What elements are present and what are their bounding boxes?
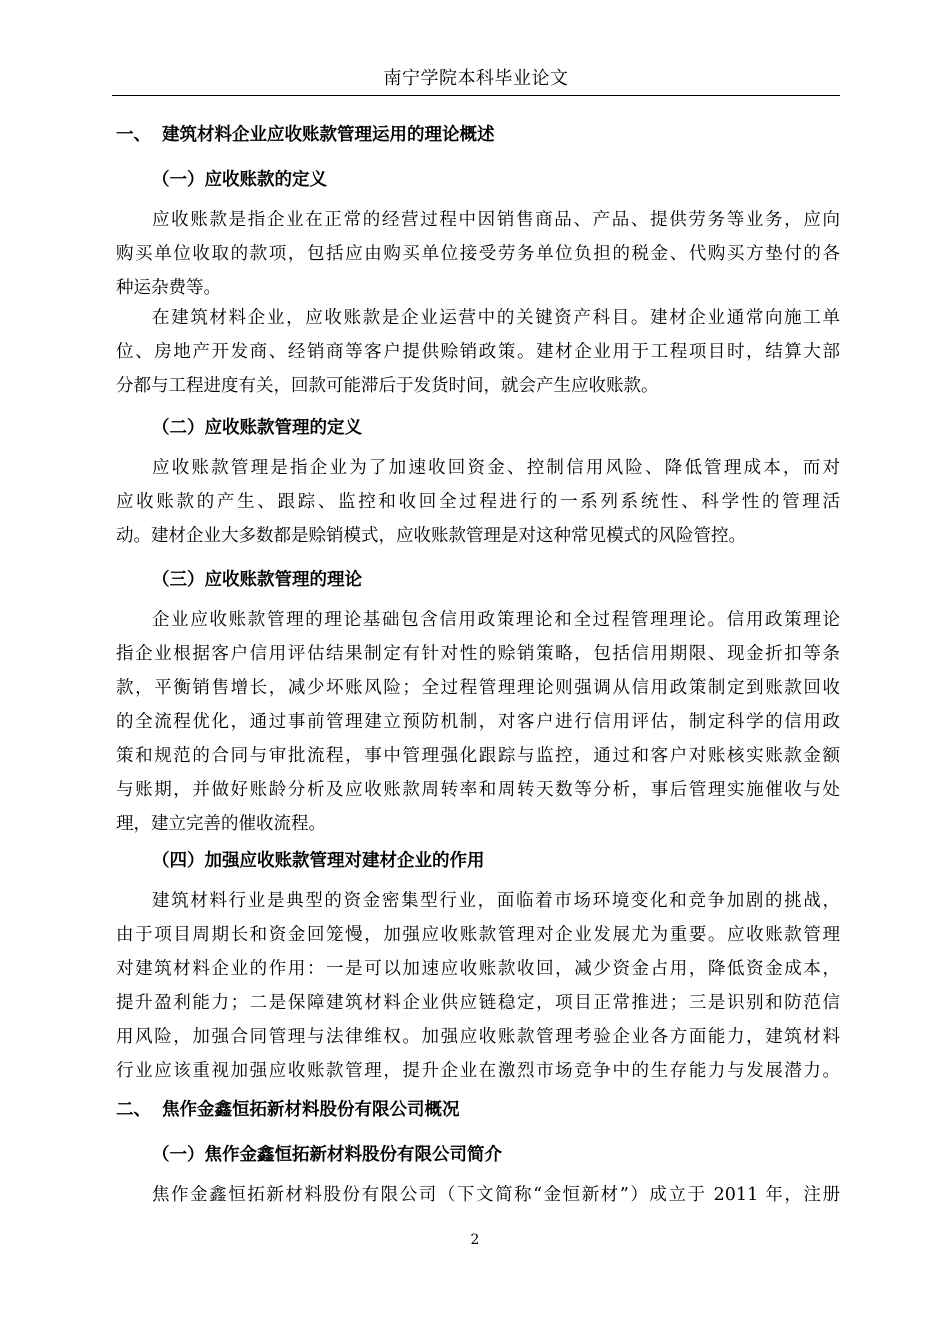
- section-number: 二、: [116, 1100, 151, 1120]
- paragraph-line: 提升盈利能力；二是保障建筑材料企业供应链稳定，项目正常推进；三是识别和防范信: [116, 993, 840, 1013]
- page-number: 2: [470, 1232, 480, 1248]
- subsection-heading-1-2: （二）应收账款管理的定义: [152, 418, 362, 438]
- subsection-heading-1-4: （四）加强应收账款管理对建材企业的作用: [152, 851, 485, 871]
- paragraph-line: 与账期，并做好账龄分析及应收账款周转率和周转天数等分析，事后管理实施催收与处: [116, 780, 840, 800]
- paragraph-1: [116, 203, 840, 305]
- section-title: 焦作金鑫恒拓新材料股份有限公司概况: [162, 1100, 460, 1120]
- subsection-heading-1-3: （三）应收账款管理的理论: [152, 570, 362, 590]
- paragraph-line: 理，建立完善的催收流程。: [116, 814, 326, 834]
- subsection-heading-1-1: （一）应收账款的定义: [152, 170, 327, 190]
- paragraph-3: [116, 451, 840, 553]
- paragraph-line: 指企业根据客户信用评估结果制定有针对性的赊销策略，包括信用期限、现金折扣等条: [116, 644, 840, 664]
- paragraph-line: 企业应收账款管理的理论基础包含信用政策理论和全过程管理理论。信用政策理论: [152, 610, 840, 630]
- paragraph-line: 种运杂费等。: [116, 278, 221, 298]
- paragraph-6: [116, 1178, 840, 1212]
- paragraph-5: [116, 884, 840, 1088]
- paragraph-line: 的全流程优化，通过事前管理建立预防机制，对客户进行信用评估，制定科学的信用政: [116, 712, 840, 732]
- subsection-heading-2-1: （一）焦作金鑫恒拓新材料股份有限公司简介: [152, 1145, 502, 1165]
- paragraph-line: 由于项目周期长和资金回笼慢，加强应收账款管理对企业发展尤为重要。应收账款管理: [116, 925, 840, 945]
- paragraph-line: 应收账款管理是指企业为了加速收回资金、控制信用风险、降低管理成本，而对: [152, 458, 840, 478]
- paragraph-line: 用风险，加强合同管理与法律维权。加强应收账款管理考验企业各方面能力，建筑材料: [116, 1027, 840, 1047]
- paragraph-line: 位、房地产开发商、经销商等客户提供赊销政策。建材企业用于工程项目时，结算大部: [116, 342, 840, 362]
- section-title: 建筑材料企业应收账款管理运用的理论概述: [162, 125, 495, 145]
- paragraph-line: 在建筑材料企业，应收账款是企业运营中的关键资产科目。建材企业通常向施工单: [152, 308, 840, 328]
- paragraph-line: 购买单位收取的款项，包括应由购买单位接受劳务单位负担的税金、代购买方垫付的各: [116, 244, 840, 264]
- paragraph-4: [116, 603, 840, 841]
- paragraph-line: 应收账款的产生、跟踪、监控和收回全过程进行的一系列系统性、科学性的管理活: [116, 492, 840, 512]
- paragraph-line: 策和规范的合同与审批流程，事中管理强化跟踪与监控，通过和客户对账核实账款金额: [116, 746, 840, 766]
- paragraph-2: [116, 301, 840, 403]
- section-heading-2: [116, 1096, 460, 1121]
- paragraph-line: 动。建材企业大多数都是赊销模式，应收账款管理是对这种常见模式的风险管控。: [116, 526, 746, 546]
- paragraph-line: 对建筑材料企业的作用：一是可以加速应收账款收回，减少资金占用，降低资金成本，: [116, 959, 840, 979]
- section-number: 一、: [116, 125, 151, 145]
- paragraph-line: 行业应该重视加强应收账款管理，提升企业在激烈市场竞争中的生存能力与发展潜力。: [116, 1061, 840, 1081]
- paragraph-line: 焦作金鑫恒拓新材料股份有限公司（下文简称“金恒新材”）成立于 2011 年，注册: [152, 1185, 840, 1205]
- running-header: 南宁学院本科毕业论文: [383, 68, 569, 89]
- paragraph-line: 分都与工程进度有关，回款可能滞后于发货时间，就会产生应收账款。: [116, 376, 659, 396]
- paragraph-line: 建筑材料行业是典型的资金密集型行业，面临着市场环境变化和竞争加剧的挑战，: [152, 891, 840, 911]
- paragraph-line: 款，平衡销售增长，减少坏账风险；全过程管理理论则强调从信用政策制定到账款回收: [116, 678, 840, 698]
- header-rule: [112, 95, 840, 96]
- paragraph-line: 应收账款是指企业在正常的经营过程中因销售商品、产品、提供劳务等业务，应向: [152, 210, 840, 230]
- section-heading-1: [116, 121, 495, 146]
